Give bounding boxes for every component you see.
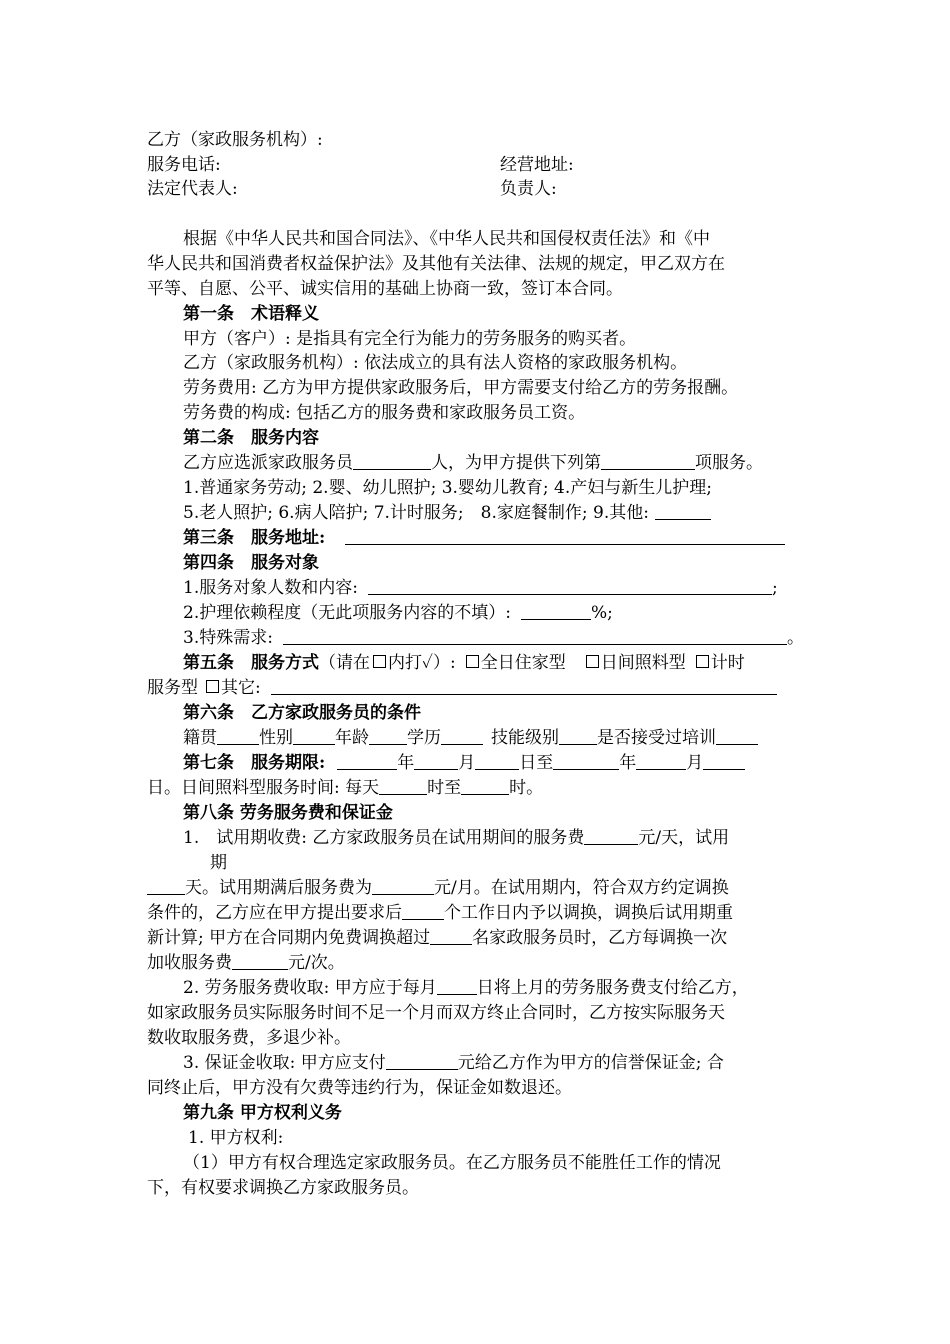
opt-full-day-label: 全日住家型 [480, 653, 566, 673]
art7-line-1 [183, 751, 745, 775]
end-day-blank[interactable] [703, 753, 745, 770]
art2-text-c: 项服务。 [695, 453, 763, 473]
field-gender-label: 性别 [259, 728, 293, 748]
person-in-charge-line [500, 177, 557, 201]
preamble-line-2: 华人民共和国消费者权益保护法》及其他有关法律、法规的规定，甲乙双方在 [147, 254, 725, 274]
education-blank[interactable] [441, 728, 483, 745]
art8-text-j: 元/次。 [288, 953, 345, 973]
start-month-blank[interactable] [414, 753, 458, 770]
pay-day-blank[interactable] [437, 978, 477, 995]
article-3-line [183, 526, 785, 550]
checkbox-full-day[interactable] [466, 655, 479, 668]
party-b-label: 乙方（家政服务机构）: [147, 130, 323, 150]
art9-line-1: 1. 甲方权利: [188, 1128, 284, 1148]
art8-line-8: 如家政服务员实际服务时间不足一个月而双方终止合同时，乙方按实际服务天 [147, 1003, 725, 1023]
opt-other-label: 其它: [221, 678, 261, 698]
art8-line-7 [183, 976, 749, 1000]
person-in-charge-label: 负责人: [500, 179, 557, 199]
art8-line-4 [147, 901, 733, 925]
service-item-blank[interactable] [601, 453, 695, 470]
art8-text-a: 1. 试用期收费: 乙方家政服务员在试用期间的服务费 [183, 828, 585, 848]
art7-text-c: 时。 [509, 778, 544, 798]
art5-hint-b: 内打✓）: [388, 653, 456, 673]
field-skill-label: 技能级别 [491, 728, 559, 748]
age-blank[interactable] [369, 728, 407, 745]
opt-day-care-label: 日间照料型 [600, 653, 686, 673]
art8-line-5 [147, 926, 727, 950]
art8-text-c: 天。试用期满后服务费为 [185, 878, 372, 898]
article-3-title: 第三条 服务地址: [183, 528, 326, 548]
party-b-line [147, 128, 323, 152]
art8-line-6 [147, 951, 345, 975]
special-needs-blank[interactable] [283, 628, 787, 645]
trial-days-blank[interactable] [147, 878, 185, 895]
origin-blank[interactable] [217, 728, 259, 745]
checkbox-hourly[interactable] [696, 655, 709, 668]
service-address-blank[interactable] [345, 528, 785, 545]
art4-end-c: 。 [786, 628, 804, 648]
art8-text-b: 元/天，试用 [638, 828, 730, 848]
legal-rep-line [147, 177, 238, 201]
art8-text-n: 元给乙方作为甲方的信誉保证金; 合 [457, 1053, 724, 1073]
service-phone-label: 服务电话: [147, 155, 221, 175]
checkbox-other[interactable] [206, 680, 219, 693]
article-9-title: 第九条 甲方权利义务 [183, 1103, 342, 1123]
daily-start-blank[interactable] [379, 778, 427, 795]
art7-text-a: 日。日间照料型服务时间: 每天 [147, 778, 380, 798]
art1-line-4: 劳务费的构成: 包括乙方的服务费和家政服务员工资。 [183, 403, 586, 423]
article-6-title: 第六条 乙方家政服务员的条件 [183, 703, 421, 723]
month-label-b: 月 [686, 753, 704, 773]
art4-text-c: 3.特殊需求: [183, 628, 273, 648]
year-label-a: 年 [397, 753, 415, 773]
art8-line-10 [183, 1051, 724, 1075]
start-day-blank[interactable] [475, 753, 519, 770]
article-5-title: 第五条 服务方式 [183, 653, 319, 673]
article-4-title: 第四条 服务对象 [183, 553, 319, 573]
opt-hourly-label: 计时 [710, 653, 745, 673]
checkbox-day-care[interactable] [586, 655, 599, 668]
field-education-label: 学历 [407, 728, 441, 748]
end-year-blank[interactable] [553, 753, 619, 770]
legal-rep-label: 法定代表人: [147, 179, 238, 199]
art4-line-3 [183, 626, 804, 650]
art8-text-e: 条件的，乙方应在甲方提出要求后 [147, 903, 402, 923]
address-line [500, 153, 574, 177]
art7-line-2 [147, 776, 543, 800]
art4-end-a: ; [771, 578, 778, 598]
art2-text-b: 人，为甲方提供下列第 [431, 453, 601, 473]
art9-line-3: 下，有权要求调换乙方家政服务员。 [147, 1178, 419, 1198]
trial-fee-blank[interactable] [584, 828, 638, 845]
art4-text-b: 2.护理依赖程度（无此项服务内容的不填）: [183, 603, 511, 623]
art5-hint-a: （请在 [319, 653, 370, 673]
deposit-blank[interactable] [386, 1053, 458, 1070]
art5-line-2 [147, 676, 777, 700]
art8-line-9: 数收取服务费，多退少补。 [147, 1028, 351, 1048]
art5-line-1 [183, 651, 745, 675]
other-mode-blank[interactable] [271, 678, 777, 695]
art8-line-1 [183, 826, 729, 850]
art2-text-a: 乙方应选派家政服务员 [183, 453, 353, 473]
art1-line-1: 甲方（客户）: 是指具有完全行为能力的劳务服务的购买者。 [183, 329, 637, 349]
month-label-a: 月 [458, 753, 476, 773]
business-address-label: 经营地址: [500, 155, 574, 175]
art4-end-b: %; [590, 603, 613, 623]
article-2-title: 第二条 服务内容 [183, 428, 319, 448]
phone-line [147, 153, 221, 177]
art8-text-h: 名家政服务员时，乙方每调换一次 [472, 928, 728, 948]
art8-text-l: 日将上月的劳务服务费支付给乙方， [476, 978, 749, 998]
art1-line-3: 劳务费用: 乙方为甲方提供家政服务后，甲方需要支付给乙方的劳务报酬。 [183, 378, 739, 398]
daily-end-blank[interactable] [461, 778, 509, 795]
skill-blank[interactable] [559, 728, 597, 745]
start-year-blank[interactable] [337, 753, 397, 770]
art2-line-2: 1.普通家务劳动; 2.婴、幼儿照护; 3.婴幼儿教育; 4.产妇与新生儿护理; [183, 478, 712, 498]
art8-text-g: 新计算; 甲方在合同期内免费调换超过 [147, 928, 431, 948]
article-8-title: 第八条 劳务服务费和保证金 [183, 803, 393, 823]
field-origin-label: 籍贯 [183, 728, 217, 748]
art8-text-m: 3. 保证金收取: 甲方应支付 [183, 1053, 386, 1073]
art8-line-2: 期 [210, 853, 227, 873]
article-1-title: 第一条 术语释义 [183, 304, 319, 324]
art4-line-2 [183, 601, 613, 625]
art8-line-3 [147, 876, 729, 900]
art4-line-1 [183, 576, 778, 600]
art8-line-11: 同终止后，甲方没有欠费等违约行为，保证金如数退还。 [147, 1078, 572, 1098]
monthly-fee-blank[interactable] [372, 878, 434, 895]
art2-line-3 [183, 501, 711, 525]
art4-text-a: 1.服务对象人数和内容: [183, 578, 358, 598]
preamble-line-1: 根据《中华人民共和国合同法》、《中华人民共和国侵权责任法》和《中 [183, 229, 710, 249]
art8-text-i: 加收服务费 [147, 953, 232, 973]
art7-text-b: 时至 [427, 778, 462, 798]
free-replace-blank[interactable] [430, 928, 472, 945]
service-object-blank[interactable] [368, 578, 772, 595]
art8-text-k: 2. 劳务服务费收取: 甲方应于每月 [183, 978, 437, 998]
preamble-line-3: 平等、自愿、公平、诚实信用的基础上协商一致，签订本合同。 [147, 279, 623, 299]
other-service-blank[interactable] [655, 503, 711, 520]
art8-text-f: 个工作日内予以调换，调换后试用期重 [444, 903, 733, 923]
art8-text-d: 元/月。在试用期内，符合双方约定调换 [434, 878, 729, 898]
art1-line-2: 乙方（家政服务机构）: 依法成立的具有法人资格的家政服务机构。 [183, 353, 688, 373]
field-training-label: 是否接受过培训 [597, 728, 716, 748]
art6-line-1 [183, 726, 758, 750]
art2-text-d: 5.老人照护; 6.病人陪护; 7.计时服务; 8.家庭餐制作; 9.其他: [183, 503, 649, 523]
replace-fee-blank[interactable] [232, 953, 288, 970]
checkbox-icon [373, 655, 386, 668]
replace-days-blank[interactable] [402, 903, 444, 920]
dependency-blank[interactable] [521, 603, 591, 620]
year-label-b: 年 [619, 753, 637, 773]
art5-text-c: 服务型 [147, 678, 198, 698]
day-to-label: 日至 [519, 753, 554, 773]
field-age-label: 年龄 [335, 728, 369, 748]
art9-line-2: （1）甲方有权合理选定家政服务员。在乙方服务员不能胜任工作的情况 [183, 1153, 721, 1173]
gender-blank[interactable] [293, 728, 335, 745]
article-7-title: 第七条 服务期限: [183, 753, 326, 773]
staff-count-blank[interactable] [353, 453, 431, 470]
art2-line-1 [183, 451, 763, 475]
training-blank[interactable] [716, 728, 758, 745]
end-month-blank[interactable] [636, 753, 686, 770]
